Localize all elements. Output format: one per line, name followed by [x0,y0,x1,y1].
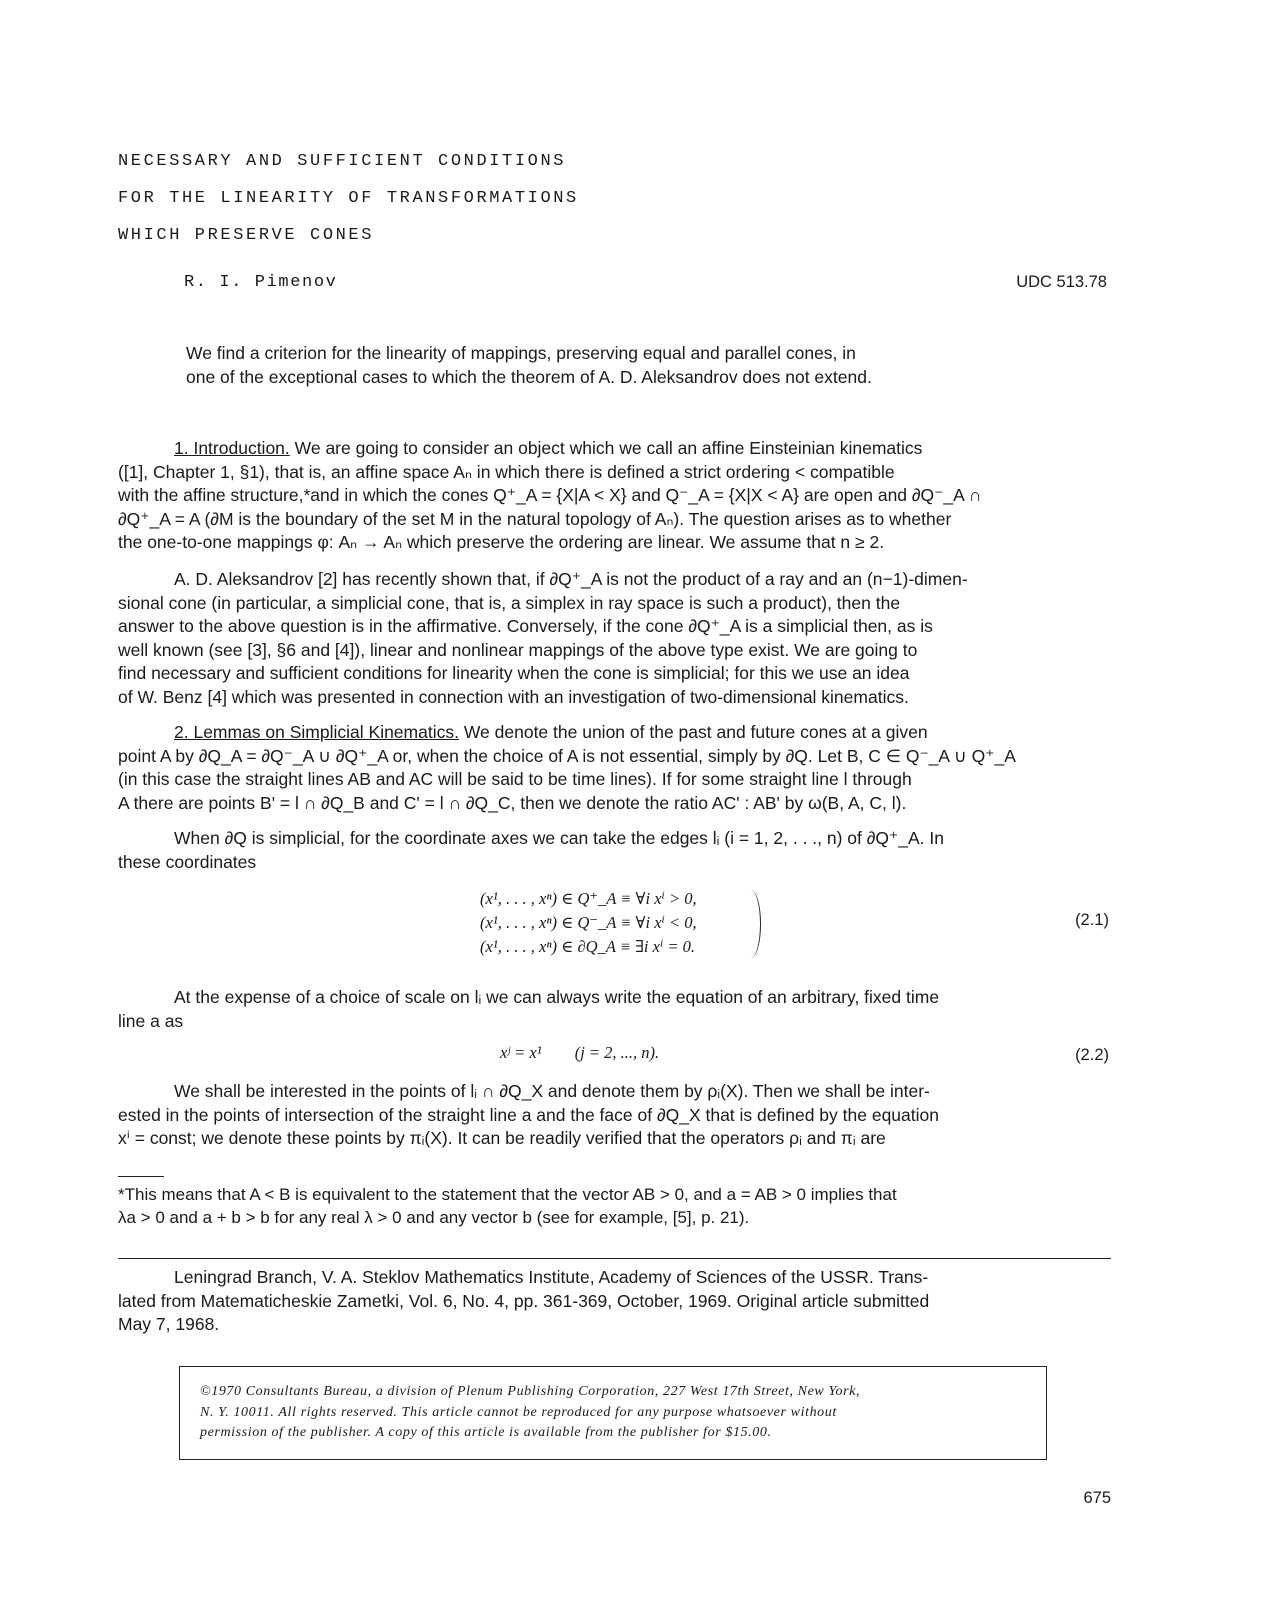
copyright-line: N. Y. 10011. All rights reserved. This article cannot be reproduced for any purpose whatsoever without [200,1404,837,1420]
section-1-paragraph-2 [118,568,1110,710]
footnote [118,1183,1110,1229]
body-line: ∂Q⁺_A = A (∂M is the boundary of the set M in the natural topology of Aₙ). The question arises as to whether [118,508,952,529]
abstract-line: We find a criterion for the linearity of mappings, preserving equal and parallel cones, in [186,343,856,363]
equation-number: (2.2) [1075,1046,1109,1064]
abstract [186,341,1046,389]
body-line: We shall be interested in the points of lᵢ ∩ ∂Q_X and denote them by ρᵢ(X). Then we shall be inter- [174,1081,930,1101]
section-2-heading: 2. Lemmas on Simplicial Kinematics. [174,722,459,742]
equation-line: (x¹, . . . , xⁿ) ∈ ∂Q_A ≡ ∃i xⁱ = 0. [480,937,696,956]
equation-number: (2.1) [1075,911,1109,929]
page-number: 675 [1083,1489,1111,1507]
section-1-heading: 1. Introduction. [174,438,290,458]
footnote-line: *This means that A < B is equivalent to the statement that the vector AB > 0, and a = AB > 0 implies that [118,1185,897,1204]
body-line: these coordinates [118,851,257,872]
body-line: of W. Benz [4] which was presented in connection with an investigation of two-dimensional kinematics. [118,686,909,707]
author-name: R. I. Pimenov [184,273,338,292]
body-line: ested in the points of intersection of the straight line a and the face of ∂Q_X that is defined by the equation [118,1104,939,1125]
equation-brace [750,890,761,958]
abstract-line: one of the exceptional cases to which the theorem of A. D. Aleksandrov does not extend. [186,367,872,387]
title-line: NECESSARY AND SUFFICIENT CONDITIONS [118,152,567,171]
section-1-paragraph-1 [118,437,1110,555]
body-line: (in this case the straight lines AB and AC will be said to be time lines). If for some straight line l through [118,769,912,790]
body-line: the one-to-one mappings φ: Aₙ → Aₙ which preserve the ordering are linear. We assume that n ≥ 2. [118,532,885,553]
body-line: We denote the union of the past and future cones at a given [463,722,928,742]
copyright-line: permission of the publisher. A copy of this article is available from the publisher for $15.00. [200,1425,772,1440]
body-line: When ∂Q is simplicial, for the coordinate axes we can take the edges lᵢ (i = 1, 2, . . ., n) of ∂Q⁺_A. In [174,828,944,848]
body-line: point A by ∂Q_A = ∂Q⁻_A ∪ ∂Q⁺_A or, when the choice of A is not essential, simply by ∂Q. Let B, C ∈ Q⁻_A ∪ Q⁺_A [118,745,1016,766]
body-line: We are going to consider an object which we call an affine Einsteinian kinematics [294,438,923,458]
body-line: answer to the above question is in the affirmative. Conversely, if the cone ∂Q⁺_A is a simplicial then, as is [118,616,933,637]
title-line: WHICH PRESERVE CONES [118,226,375,245]
equation-2-2: xʲ = x¹ (j = 2, ..., n). [500,1043,660,1062]
body-line: with the affine structure,*and in which the cones Q⁺_A = {X|A < X} and Q⁻_A = {X|X < A} are open and ∂Q⁻_A ∩ [118,485,982,506]
equation-line: (x¹, . . . , xⁿ) ∈ Q⁻_A ≡ ∀i xⁱ < 0, [480,913,697,932]
body-line: sional cone (in particular, a simplicial cone, that is, a simplex in ray space is such a product), then the [118,592,901,613]
footnote-line: λa > 0 and a + b > b for any real λ > 0 and any vector b (see for example, [5], p. 21). [118,1208,750,1227]
affiliation-line: Leningrad Branch, V. A. Steklov Mathematics Institute, Academy of Sciences of the USSR. Trans- [174,1267,929,1287]
title-line: FOR THE LINEARITY OF TRANSFORMATIONS [118,189,579,208]
body-line: xⁱ = const; we denote these points by πᵢ(X). It can be readily verified that the operators ρᵢ and πᵢ are [118,1128,886,1149]
copyright-box [179,1366,1047,1460]
copyright-line: ©1970 Consultants Bureau, a division of Plenum Publishing Corporation, 227 West 17th Street, New York, [200,1384,861,1399]
body-line: ([1], Chapter 1, §1), that is, an affine space Aₙ in which there is defined a strict ordering < compatible [118,461,895,482]
body-line: find necessary and sufficient conditions for linearity when the cone is simplicial; for this we use an idea [118,663,910,684]
section-2-paragraph-3 [118,986,1110,1033]
affiliation-line: lated from Matematicheskie Zametki, Vol. 6, No. 4, pp. 361-369, October, 1969. Original article submitted [118,1290,930,1311]
affiliation-rule [118,1258,1111,1259]
body-line: A. D. Aleksandrov [2] has recently shown that, if ∂Q⁺_A is not the product of a ray and an (n−1)-dimen- [174,569,968,589]
equation-line: (x¹, . . . , xⁿ) ∈ Q⁺_A ≡ ∀i xⁱ > 0, [480,889,697,908]
body-line: A there are points B' = l ∩ ∂Q_B and C' = l ∩ ∂Q_C, then we denote the ratio AC' : AB' by ω(B, A, C, l). [118,792,907,813]
body-line: line a as [118,1010,184,1031]
body-line: At the expense of a choice of scale on lᵢ we can always write the equation of an arbitrary, fixed time [174,987,940,1007]
copyright-notice [200,1382,1030,1444]
equation-2-1 [480,887,697,959]
section-2-paragraph-2 [118,827,1110,874]
footnote-rule [118,1176,164,1177]
section-2-paragraph-4 [118,1080,1110,1151]
affiliation [118,1266,1118,1337]
udc-code: UDC 513.78 [1016,273,1107,291]
affiliation-line: May 7, 1968. [118,1314,220,1334]
body-line: well known (see [3], §6 and [4]), linear and nonlinear mappings of the above type exist. We are going to [118,639,918,660]
section-2-paragraph-1 [118,721,1110,815]
